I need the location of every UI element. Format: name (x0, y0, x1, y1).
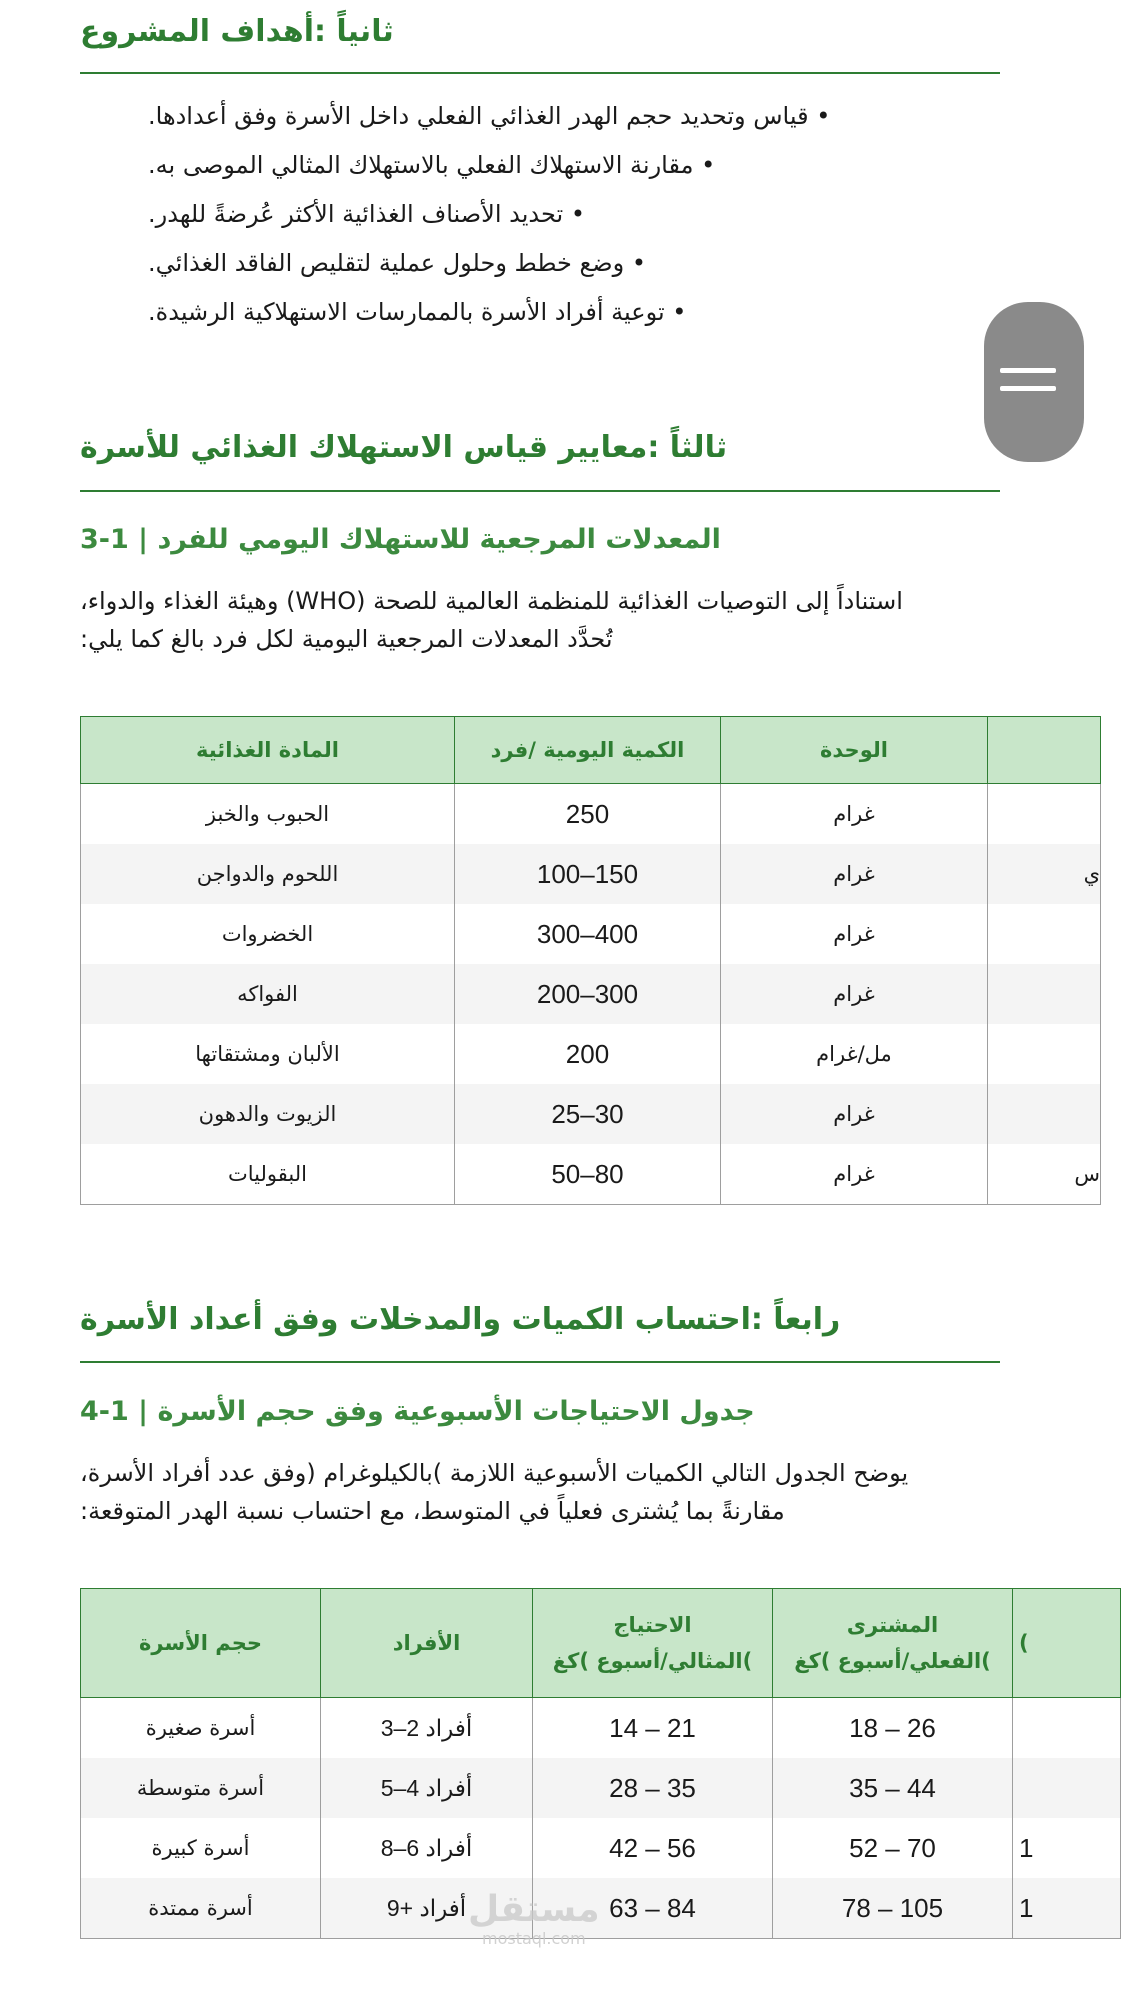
objective-item: .تحديد الأصناف الغذائية الأكثر عُرضةً للهدر • (148, 200, 585, 228)
food-cell: الزيوت والدهون (81, 1084, 455, 1144)
weekly-needs-table (80, 1588, 1121, 1939)
watermark-arabic: مستقل (468, 1889, 600, 1930)
amount-cell: 300–400 (455, 904, 721, 964)
objective-item: .وضع خطط وحلول عملية لتقليص الفاقد الغذائي • (148, 249, 647, 277)
food-cell: اللحوم والدواجن (81, 844, 455, 904)
actual-purchase-cell: 18 – 26 (773, 1698, 1013, 1759)
table-row (81, 784, 1101, 845)
unit-cell: غرام (721, 844, 988, 904)
column-header-cutoff: ( (1013, 1589, 1121, 1698)
paragraph-line: :تُحدَّد المعدلات المرجعية اليومية لكل فرد بالغ كما يلي (80, 625, 613, 653)
cutoff-cell: س (988, 1144, 1101, 1205)
daily-reference-table (80, 716, 1101, 1205)
table-row (81, 1818, 1121, 1878)
family-size-cell: أسرة متوسطة (81, 1758, 321, 1818)
unit-cell: غرام (721, 964, 988, 1024)
members-cell: أفراد 4–5 (321, 1758, 533, 1818)
actual-purchase-cell: 52 – 70 (773, 1818, 1013, 1878)
amount-cell: 50–80 (455, 1144, 721, 1205)
cutoff-cell: ي (988, 844, 1101, 904)
unit-cell: غرام (721, 1144, 988, 1205)
cutoff-cell (1013, 1698, 1121, 1759)
paragraph-line: ،يوضح الجدول التالي الكميات الأسبوعية اللازمة )بالكيلوغرام (وفق عدد أفراد الأسرة (80, 1459, 909, 1487)
subsection-3-1-title: 3-1 | المعدلات المرجعية للاستهلاك اليومي للفرد (80, 524, 721, 555)
section-3-title: ثالثاً :معايير قياس الاستهلاك الغذائي للأسرة (80, 430, 728, 465)
objectives-list (148, 92, 830, 337)
column-header-family-size: حجم الأسرة (81, 1589, 321, 1698)
cutoff-cell (988, 784, 1101, 845)
paragraph-line: :مقارنةً بما يُشترى فعلياً في المتوسط، مع احتساب نسبة الهدر المتوقعة (80, 1497, 785, 1525)
food-cell: الخضروات (81, 904, 455, 964)
objective-item: .توعية أفراد الأسرة بالممارسات الاستهلاكية الرشيدة • (148, 298, 687, 326)
amount-cell: 200–300 (455, 964, 721, 1024)
cutoff-cell: 1 (1013, 1878, 1121, 1939)
table-row (81, 1698, 1121, 1759)
column-header-members: الأفراد (321, 1589, 533, 1698)
objective-item: .مقارنة الاستهلاك الفعلي بالاستهلاك المثالي الموصى به • (148, 151, 716, 179)
food-cell: الفواكه (81, 964, 455, 1024)
table-row (81, 1878, 1121, 1939)
ideal-need-cell: 63 – 84 (533, 1878, 773, 1939)
section-4-title: رابعاً :احتساب الكميات والمدخلات وفق أعداد الأسرة (80, 1302, 841, 1337)
table-row (81, 964, 1101, 1024)
section-4-rule (80, 1361, 1000, 1363)
paragraph-line: ،وهيئة الغذاء والدواء (WHO) استناداً إلى التوصيات الغذائية للمنظمة العالمية للصحة (80, 587, 903, 615)
food-cell: الألبان ومشتقاتها (81, 1024, 455, 1084)
table-row (81, 904, 1101, 964)
objective-item: .قياس وتحديد حجم الهدر الغذائي الفعلي داخل الأسرة وفق أعدادها • (148, 102, 831, 130)
members-cell: أفراد 2–3 (321, 1698, 533, 1759)
grip-line-icon (1000, 368, 1056, 373)
column-header-actual-purchase: المشترى الفعلي/أسبوع )كغ( (773, 1589, 1013, 1698)
column-header-daily-amount: الكمية اليومية /فرد (455, 717, 721, 784)
cutoff-cell (1013, 1758, 1121, 1818)
column-header-unit: الوحدة (721, 717, 988, 784)
cutoff-cell: 1 (1013, 1818, 1121, 1878)
family-size-cell: أسرة كبيرة (81, 1818, 321, 1878)
table-row (81, 1084, 1101, 1144)
section-2-title: ثانياً :أهداف المشروع (80, 14, 394, 49)
watermark-latin: mostaql.com (482, 1929, 586, 1948)
actual-purchase-cell: 35 – 44 (773, 1758, 1013, 1818)
unit-cell: غرام (721, 1084, 988, 1144)
amount-cell: 25–30 (455, 1084, 721, 1144)
unit-cell: غرام (721, 784, 988, 845)
unit-cell: غرام (721, 904, 988, 964)
cutoff-cell (988, 904, 1101, 964)
subsection-4-1-title: 4-1 | جدول الاحتياجات الأسبوعية وفق حجم الأسرة (80, 1396, 755, 1427)
column-header-ideal-need: الاحتياج المثالي/أسبوع )كغ( (533, 1589, 773, 1698)
amount-cell: 200 (455, 1024, 721, 1084)
food-cell: الحبوب والخبز (81, 784, 455, 845)
column-header-food: المادة الغذائية (81, 717, 455, 784)
table-row (81, 844, 1101, 904)
ideal-need-cell: 28 – 35 (533, 1758, 773, 1818)
table-row (81, 1758, 1121, 1818)
column-header-cutoff (988, 717, 1101, 784)
members-cell: أفراد +9 (321, 1878, 533, 1939)
section-3-rule (80, 490, 1000, 492)
grip-line-icon (1000, 386, 1056, 391)
ideal-need-cell: 42 – 56 (533, 1818, 773, 1878)
members-cell: أفراد 6–8 (321, 1818, 533, 1878)
watermark-logo (468, 1890, 600, 1948)
amount-cell: 250 (455, 784, 721, 845)
section-4-paragraph (80, 1454, 980, 1530)
family-size-cell: أسرة ممتدة (81, 1878, 321, 1939)
section-2-rule (80, 72, 1000, 74)
cutoff-cell (988, 1024, 1101, 1084)
section-3-paragraph (80, 582, 980, 658)
ideal-need-cell: 14 – 21 (533, 1698, 773, 1759)
actual-purchase-cell: 78 – 105 (773, 1878, 1013, 1939)
food-cell: البقوليات (81, 1144, 455, 1205)
cutoff-cell (988, 1084, 1101, 1144)
family-size-cell: أسرة صغيرة (81, 1698, 321, 1759)
unit-cell: مل/غرام (721, 1024, 988, 1084)
cutoff-cell (988, 964, 1101, 1024)
table-row (81, 1144, 1101, 1205)
table-row (81, 1024, 1101, 1084)
amount-cell: 100–150 (455, 844, 721, 904)
scroll-handle[interactable] (984, 302, 1084, 462)
